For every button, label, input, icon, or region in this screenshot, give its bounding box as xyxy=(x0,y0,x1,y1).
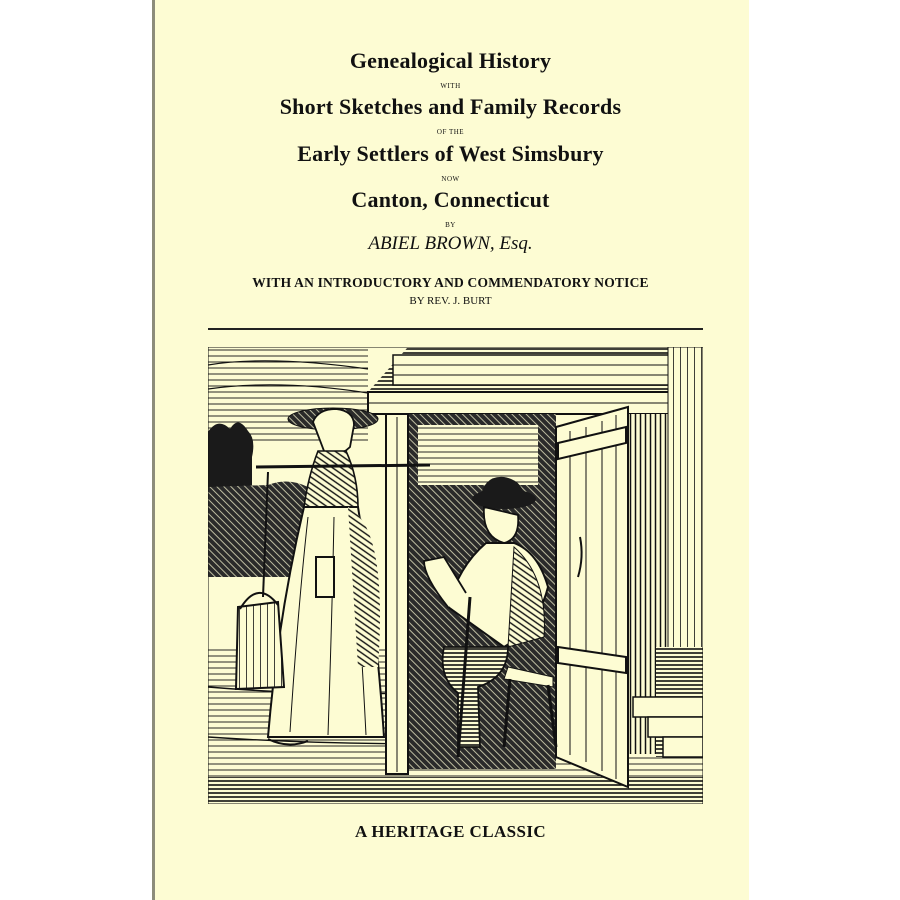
woodcut-illustration xyxy=(208,347,703,804)
title-connector-of-the: OF THE xyxy=(436,128,465,136)
author-suffix: , Esq. xyxy=(489,233,533,254)
series-label: A HERITAGE CLASSIC xyxy=(354,822,547,841)
title-line-1: Genealogical History xyxy=(349,48,552,73)
book-cover xyxy=(152,0,749,900)
roof xyxy=(368,347,678,414)
author-name: ABIEL BROWN xyxy=(368,233,490,254)
intro-byline: BY REV. J. BURT xyxy=(409,295,492,307)
title-line-4: Canton, Connecticut xyxy=(351,187,550,212)
author xyxy=(152,233,749,255)
open-door xyxy=(556,407,628,787)
title-line-2: Short Sketches and Family Records xyxy=(279,94,622,119)
title-connector-by: BY xyxy=(445,221,456,229)
title-connector-now: NOW xyxy=(441,175,460,183)
divider-rule xyxy=(208,328,703,330)
title-line-3: Early Settlers of West Simsbury xyxy=(297,141,604,166)
title-connector-with: WITH xyxy=(440,82,461,90)
intro-notice: WITH AN INTRODUCTORY AND COMMENDATORY NOTICE xyxy=(252,275,649,290)
